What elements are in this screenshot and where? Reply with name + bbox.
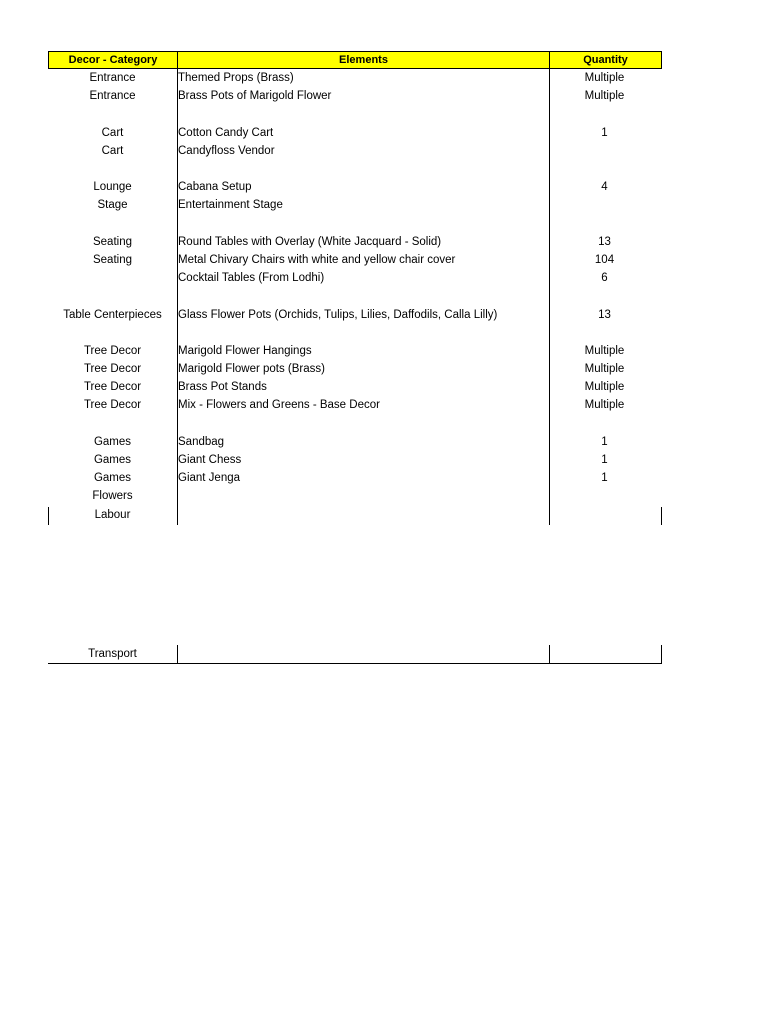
cell-element[interactable]: Entertainment Stage <box>178 199 283 212</box>
cell-category[interactable]: Games <box>93 435 132 448</box>
cell-quantity[interactable]: 13 <box>598 308 611 321</box>
table-row[interactable] <box>48 233 662 251</box>
cell-quantity[interactable]: Multiple <box>584 72 625 85</box>
cell-element[interactable]: Metal Chivary Chairs with white and yellow chair cover <box>178 253 456 266</box>
table-row[interactable] <box>48 415 662 433</box>
cell-category[interactable]: Table Centerpieces <box>63 308 162 321</box>
table-row[interactable] <box>48 506 662 524</box>
table-row[interactable] <box>48 305 662 323</box>
cell-quantity[interactable]: 1 <box>601 472 608 485</box>
table-row[interactable] <box>48 251 662 269</box>
table-row[interactable] <box>48 142 662 160</box>
cell-category[interactable]: Cart <box>101 126 124 139</box>
header-elements[interactable]: Elements <box>178 52 550 68</box>
cell-category[interactable]: Seating <box>92 235 132 248</box>
cell-quantity[interactable]: 4 <box>601 181 608 194</box>
cell-category[interactable]: Games <box>93 472 132 485</box>
cell-category[interactable]: Entrance <box>89 72 136 85</box>
cell-element[interactable]: Themed Props (Brass) <box>178 72 294 85</box>
cell-quantity[interactable]: 1 <box>601 435 608 448</box>
cell-element[interactable]: Candyfloss Vendor <box>178 144 275 157</box>
cell-element[interactable]: Giant Jenga <box>178 472 241 485</box>
cell-quantity[interactable]: Multiple <box>584 344 625 357</box>
transport-divider-2 <box>549 645 550 663</box>
cell-element[interactable]: Cabana Setup <box>178 181 252 194</box>
cell-element[interactable]: Marigold Flower Hangings <box>178 344 312 357</box>
table-row[interactable] <box>48 87 662 105</box>
column-divider-elements-quantity <box>549 69 550 525</box>
cell-quantity[interactable]: 104 <box>594 253 615 266</box>
cell-category[interactable]: Entrance <box>89 90 136 103</box>
cell-category[interactable]: Flowers <box>92 490 133 503</box>
table-header-row <box>48 51 662 69</box>
table-row[interactable] <box>48 196 662 214</box>
left-edge-stub <box>48 507 49 525</box>
cell-quantity[interactable]: Multiple <box>584 90 625 103</box>
cell-element[interactable]: Sandbag <box>178 435 225 448</box>
cell-element[interactable]: Giant Chess <box>178 454 242 467</box>
cell-category[interactable]: Games <box>93 454 132 467</box>
transport-divider-1 <box>177 645 178 663</box>
cell-element[interactable]: Brass Pots of Marigold Flower <box>178 90 332 103</box>
table-row[interactable] <box>48 396 662 414</box>
decor-table <box>48 51 662 524</box>
table-row[interactable] <box>48 215 662 233</box>
cell-element[interactable]: Cotton Candy Cart <box>178 126 274 139</box>
cell-category[interactable]: Stage <box>97 199 128 212</box>
table-row[interactable] <box>48 287 662 305</box>
table-row[interactable] <box>48 105 662 123</box>
cell-element[interactable]: Mix - Flowers and Greens - Base Decor <box>178 399 380 412</box>
cell-quantity[interactable]: 13 <box>598 235 611 248</box>
table-row[interactable] <box>48 160 662 178</box>
transport-right-edge <box>661 645 662 663</box>
cell-quantity[interactable]: 1 <box>601 454 608 467</box>
cell-category[interactable]: Transport <box>88 648 137 660</box>
cell-element[interactable]: Glass Flower Pots (Orchids, Tulips, Lilies, Daffodils, Calla Lilly) <box>178 308 498 321</box>
cell-quantity[interactable]: Multiple <box>584 363 625 376</box>
cell-element[interactable]: Round Tables with Overlay (White Jacquard - Solid) <box>178 235 442 248</box>
table-row[interactable] <box>48 324 662 342</box>
table-row[interactable] <box>48 451 662 469</box>
header-decor-category[interactable]: Decor - Category <box>49 52 178 68</box>
cell-quantity[interactable]: Multiple <box>584 381 625 394</box>
table-row[interactable] <box>48 469 662 487</box>
cell-category[interactable]: Lounge <box>93 181 132 194</box>
table-row-transport[interactable] <box>48 645 662 663</box>
table-row[interactable] <box>48 487 662 505</box>
cell-category[interactable]: Tree Decor <box>83 399 142 412</box>
right-edge-stub <box>661 507 662 525</box>
cell-category[interactable]: Tree Decor <box>83 363 142 376</box>
table-row[interactable] <box>48 360 662 378</box>
table-row[interactable] <box>48 342 662 360</box>
cell-category[interactable]: Tree Decor <box>83 381 142 394</box>
cell-element[interactable]: Cocktail Tables (From Lodhi) <box>178 272 325 285</box>
column-divider-category-elements <box>177 69 178 525</box>
cell-quantity[interactable]: 1 <box>601 126 608 139</box>
cell-category[interactable]: Cart <box>101 144 124 157</box>
table-row[interactable] <box>48 69 662 87</box>
cell-category[interactable]: Labour <box>94 508 131 521</box>
table-row[interactable] <box>48 378 662 396</box>
cell-element[interactable]: Brass Pot Stands <box>178 381 267 394</box>
cell-element[interactable]: Marigold Flower pots (Brass) <box>178 363 325 376</box>
table-row[interactable] <box>48 433 662 451</box>
cell-quantity[interactable]: 6 <box>601 272 608 285</box>
table-row[interactable] <box>48 269 662 287</box>
cell-category[interactable]: Tree Decor <box>83 344 142 357</box>
table-body <box>48 69 662 524</box>
table-row[interactable] <box>48 178 662 196</box>
header-quantity[interactable]: Quantity <box>583 54 628 66</box>
transport-bottom-border <box>48 663 662 664</box>
cell-quantity[interactable]: Multiple <box>584 399 625 412</box>
table-row[interactable] <box>48 124 662 142</box>
cell-category[interactable]: Seating <box>92 253 132 266</box>
